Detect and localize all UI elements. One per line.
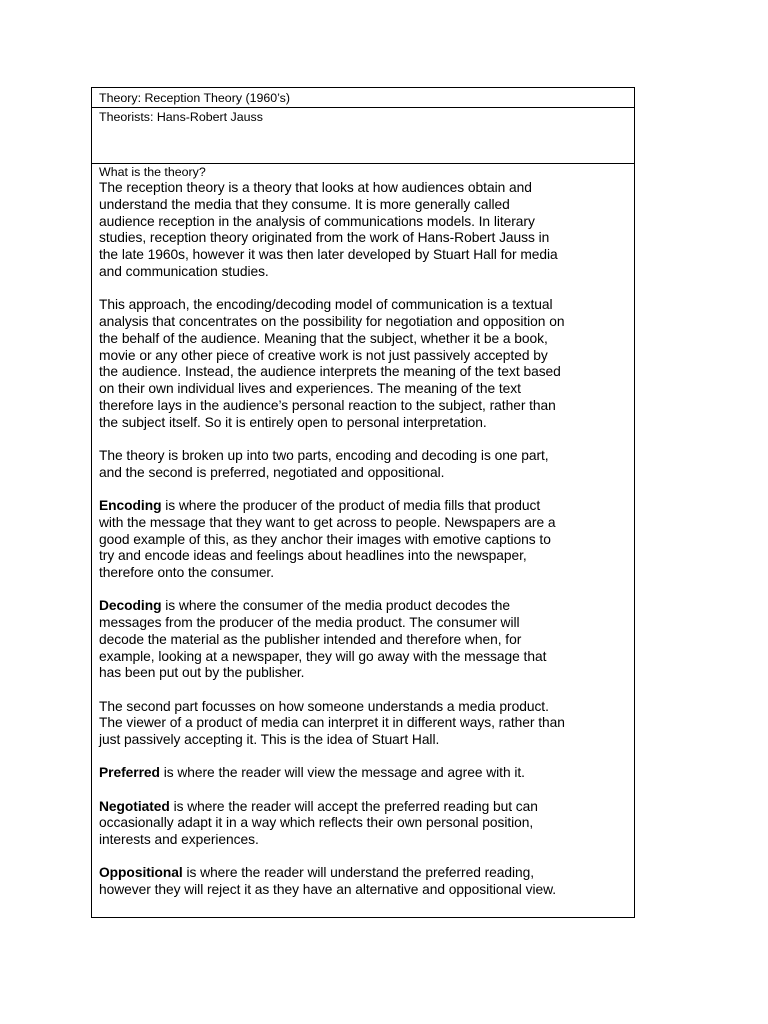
text-line: studies, reception theory originated from the work of Hans-Robert Jauss in bbox=[99, 230, 550, 246]
text-line: movie or any other piece of creative work is not just passively accepted by bbox=[99, 347, 548, 363]
term-definition: is where the consumer of the media product decodes the bbox=[161, 598, 510, 614]
text-line: occasionally adapt it in a way which reflects their own personal position, bbox=[99, 815, 534, 831]
text-line: example, looking at a newspaper, they will go away with the message that bbox=[99, 648, 547, 664]
term-definition: is where the reader will view the message and agree with it. bbox=[159, 765, 525, 781]
text-line: however they will reject it as they have an alternative and oppositional view. bbox=[99, 882, 557, 898]
paragraph-oppositional bbox=[99, 865, 627, 899]
theory-table bbox=[91, 87, 635, 918]
term-oppositional: Oppositional bbox=[99, 865, 183, 881]
paragraph-encoding bbox=[99, 498, 627, 582]
text-line: try and encode ideas and feelings about headlines into the newspaper, bbox=[99, 548, 527, 564]
text-line: interests and experiences. bbox=[99, 832, 259, 848]
paragraph-intro bbox=[99, 180, 627, 281]
term-negotiated: Negotiated bbox=[99, 798, 170, 814]
theorists-row bbox=[92, 108, 634, 164]
text-line: The second part focusses on how someone understands a media product. bbox=[99, 698, 549, 714]
term-definition: is where the reader will understand the preferred reading, bbox=[182, 865, 535, 881]
text-line: and the second is preferred, negotiated and oppositional. bbox=[99, 464, 445, 480]
theory-title: Theory: Reception Theory (1960’s) bbox=[99, 91, 291, 105]
text-line bbox=[99, 865, 627, 882]
theory-question: What is the theory? bbox=[99, 165, 206, 179]
text-line: audience reception in the analysis of communications models. In literary bbox=[99, 213, 535, 229]
term-decoding: Decoding bbox=[99, 598, 162, 614]
paragraph-negotiated bbox=[99, 799, 627, 849]
text-line: understand the media that they consume. It is more generally called bbox=[99, 196, 510, 212]
theory-body bbox=[92, 164, 634, 917]
text-line: messages from the producer of the media product. The consumer will bbox=[99, 615, 520, 631]
text-line: good example of this, as they anchor their images with emotive captions to bbox=[99, 531, 551, 547]
text-line bbox=[99, 765, 627, 782]
paragraph-parts bbox=[99, 448, 627, 482]
text-line: The viewer of a product of media can interpret it in different ways, rather than bbox=[99, 715, 565, 731]
text-line: the subject itself. So it is entirely open to personal interpretation. bbox=[99, 414, 487, 430]
text-line: The theory is broken up into two parts, encoding and decoding is one part, bbox=[99, 447, 549, 463]
term-definition: is where the producer of the product of media fills that product bbox=[161, 497, 541, 513]
paragraph-preferred bbox=[99, 765, 627, 782]
text-line bbox=[99, 799, 627, 816]
text-line: analysis that concentrates on the possibility for negotiation and opposition on bbox=[99, 313, 565, 329]
text-line: and communication studies. bbox=[99, 263, 269, 279]
term-definition: is where the reader will accept the preferred reading but can bbox=[169, 798, 538, 814]
term-encoding: Encoding bbox=[99, 497, 162, 513]
text-line: the behalf of the audience. Meaning that the subject, whether it be a book, bbox=[99, 330, 548, 346]
text-line: with the message that they want to get across to people. Newspapers are a bbox=[99, 514, 556, 530]
text-line: therefore onto the consumer. bbox=[99, 565, 275, 581]
paragraph-second-part bbox=[99, 699, 627, 749]
title-row bbox=[92, 88, 634, 108]
text-line: decode the material as the publisher intended and therefore when, for bbox=[99, 631, 522, 647]
text-line: the late 1960s, however it was then later developed by Stuart Hall for media bbox=[99, 247, 558, 263]
text-line: on their own individual lives and experiences. The meaning of the text bbox=[99, 381, 521, 397]
text-line: The reception theory is a theory that looks at how audiences obtain and bbox=[99, 180, 532, 195]
paragraph-decoding bbox=[99, 598, 627, 682]
text-line: just passively accepting it. This is the idea of Stuart Hall. bbox=[99, 732, 440, 748]
text-line bbox=[99, 498, 627, 515]
text-line: has been put out by the publisher. bbox=[99, 665, 305, 681]
paragraph-approach bbox=[99, 297, 627, 431]
text-line: the audience. Instead, the audience interprets the meaning of the text based bbox=[99, 364, 561, 380]
theorists-label: Theorists: Hans-Robert Jauss bbox=[99, 110, 263, 124]
term-preferred: Preferred bbox=[99, 765, 160, 781]
text-line bbox=[99, 598, 627, 615]
text-line: therefore lays in the audience’s personal reaction to the subject, rather than bbox=[99, 397, 556, 413]
text-line: This approach, the encoding/decoding model of communication is a textual bbox=[99, 297, 553, 313]
